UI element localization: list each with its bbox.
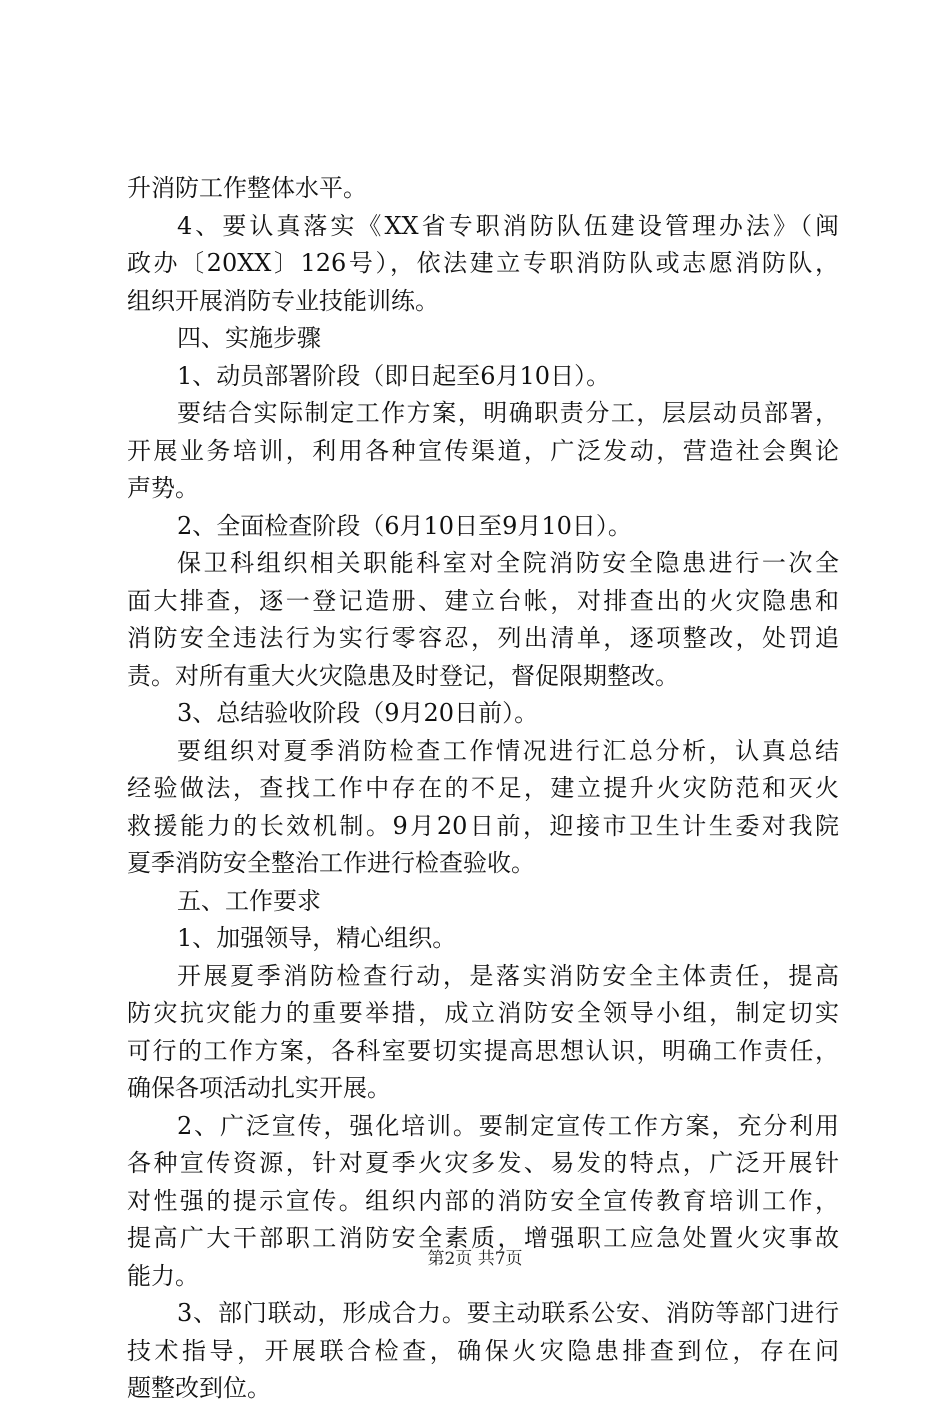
subsection-heading: 2、全面检查阶段（6月10日至9月10日）。 <box>177 511 632 540</box>
text-line: 可行的工作方案，各科室要切实提高思想认识，明确工作责任， <box>127 1036 839 1065</box>
text-line: 4、要认真落实《XX省专职消防队伍建设管理办法》（闽 <box>177 211 839 240</box>
text-line: 保卫科组织相关职能科室对全院消防安全隐患进行一次全 <box>177 549 839 577</box>
text-line: 救援能力的长效机制。9月20日前，迎接市卫生计生委对我院 <box>127 811 839 840</box>
text-line: 面大排查，逐一登记造册、建立台帐，对排查出的火灾隐患和 <box>127 586 839 615</box>
text-line: 题整改到位。 <box>127 1374 271 1402</box>
text-line: 要结合实际制定工作方案，明确职责分工，层层动员部署， <box>177 399 839 427</box>
subsection-heading: 1、加强领导，精心组织。 <box>177 924 457 952</box>
text-line: 责。对所有重大火灾隐患及时登记，督促限期整改。 <box>127 661 679 690</box>
text-line: 开展业务培训，利用各种宣传渠道，广泛发动，营造社会舆论 <box>127 436 839 465</box>
text-line: 组织开展消防专业技能训练。 <box>127 286 439 315</box>
text-line: 声势。 <box>127 474 199 502</box>
section-heading: 五、工作要求 <box>177 886 321 915</box>
subsection-heading: 1、动员部署阶段（即日起至6月10日）。 <box>177 361 611 390</box>
page-number-label: 第2页 共7页 <box>427 1249 523 1269</box>
text-line: 确保各项活动扎实开展。 <box>127 1074 391 1102</box>
text-line: 对性强的提示宣传。组织内部的消防安全宣传教育培训工作， <box>127 1186 839 1215</box>
text-line: 政办〔20XX〕126号），依法建立专职消防队或志愿消防队， <box>127 249 839 277</box>
text-line: 消防安全违法行为实行零容忍，列出清单，逐项整改，处罚追 <box>127 624 839 652</box>
text-line: 经验做法，查找工作中存在的不足，建立提升火灾防范和灭火 <box>127 774 839 802</box>
document-body <box>127 170 839 1408</box>
text-line: 技术指导，开展联合检查，确保火灾隐患排查到位，存在问 <box>127 1336 839 1365</box>
text-line: 3、部门联动，形成合力。要主动联系公安、消防等部门进行 <box>177 1299 839 1327</box>
page-footer <box>0 1244 950 1269</box>
text-line: 各种宣传资源，针对夏季火灾多发、易发的特点，广泛开展针 <box>127 1149 839 1177</box>
text-line: 夏季消防安全整治工作进行检查验收。 <box>127 849 535 877</box>
text-line: 升消防工作整体水平。 <box>127 174 367 202</box>
text-line: 提高广大干部职工消防安全素质，增强职工应急处置火灾事故 <box>127 1224 839 1252</box>
text-line: 开展夏季消防检查行动，是落实消防安全主体责任，提高 <box>177 961 839 990</box>
text-line: 要组织对夏季消防检查工作情况进行汇总分析，认真总结 <box>177 736 839 765</box>
section-heading: 四、实施步骤 <box>177 324 321 352</box>
text-line: 2、广泛宣传，强化培训。要制定宣传工作方案，充分利用 <box>177 1111 839 1140</box>
text-line: 能力。 <box>127 1261 199 1290</box>
text-line: 防灾抗灾能力的重要举措，成立消防安全领导小组，制定切实 <box>127 999 839 1027</box>
subsection-heading: 3、总结验收阶段（9月20日前）。 <box>177 699 539 727</box>
